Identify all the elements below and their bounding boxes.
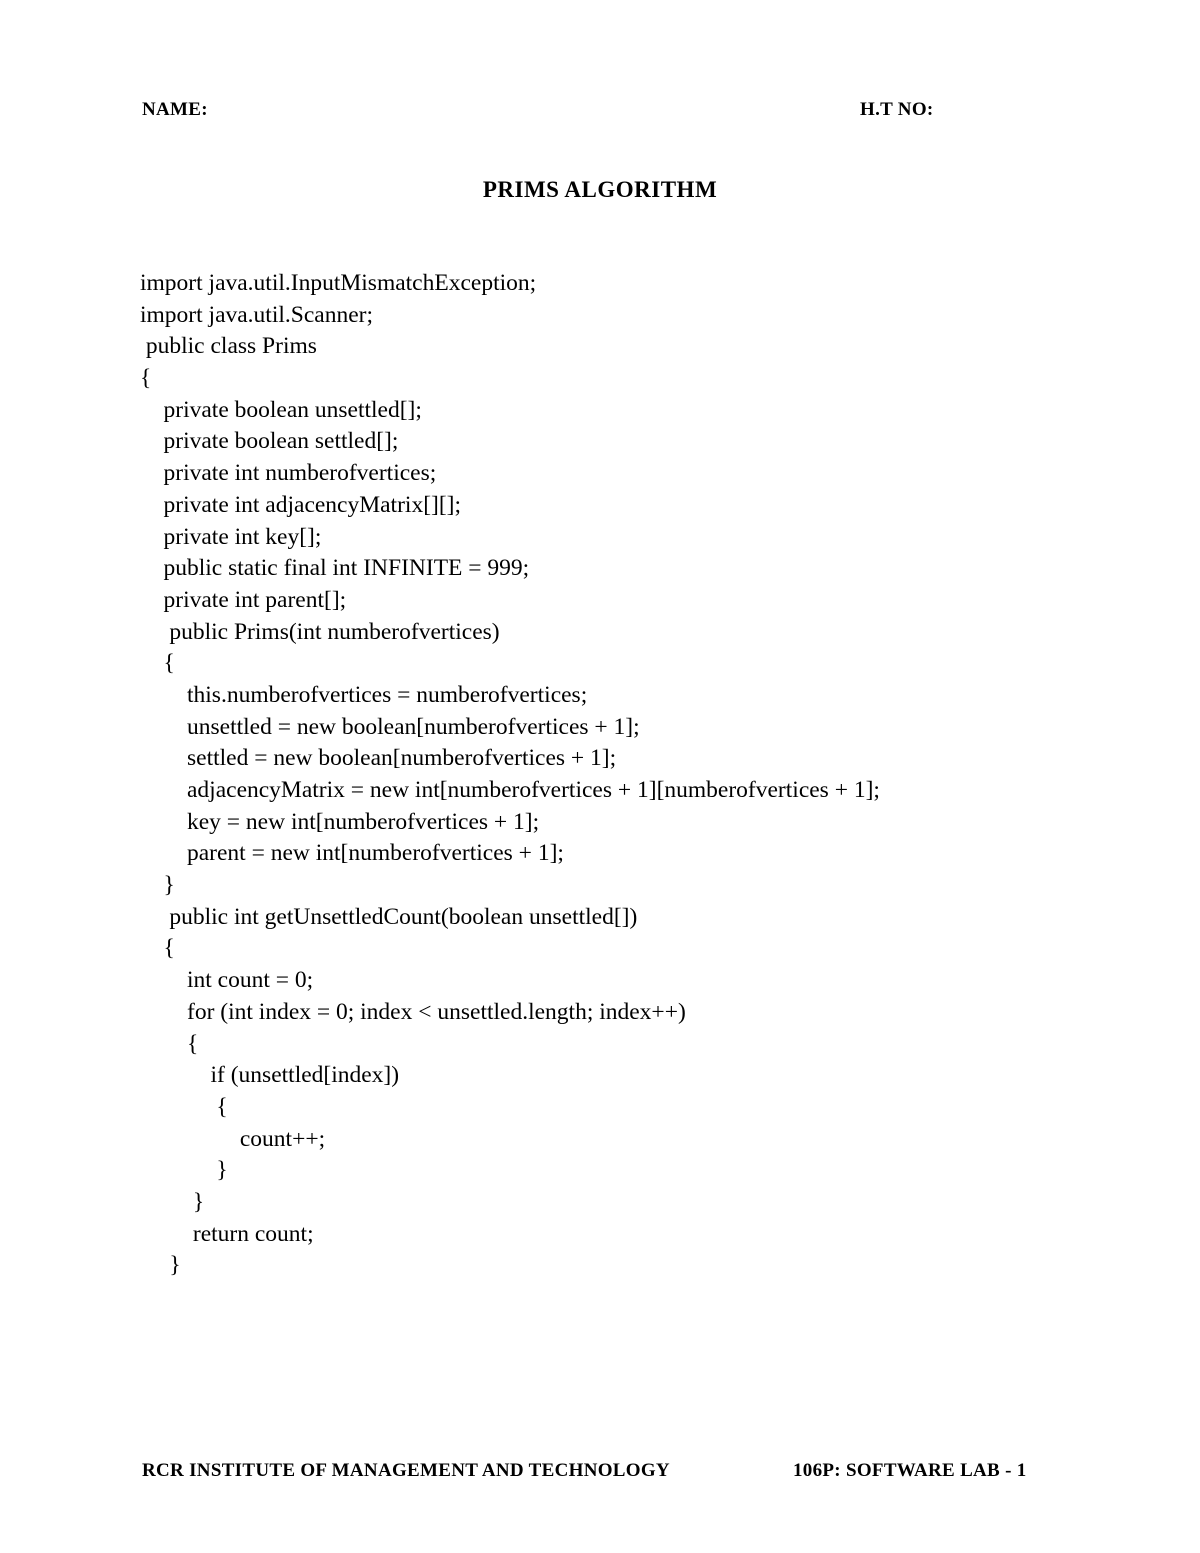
code-line: import java.util.InputMismatchException; bbox=[140, 270, 537, 296]
code-line: unsettled = new boolean[numberofvertices + 1]; bbox=[140, 713, 640, 740]
code-line: adjacencyMatrix = new int[numberofvertices + 1][numberofvertices + 1]; bbox=[140, 777, 880, 803]
code-line: count++; bbox=[140, 1125, 326, 1152]
code-listing bbox=[140, 268, 1100, 1282]
code-line: import java.util.Scanner; bbox=[140, 301, 373, 328]
code-line: this.numberofvertices = numberofvertices; bbox=[140, 681, 588, 708]
name-label: NAME: bbox=[142, 99, 208, 120]
code-line: } bbox=[140, 1188, 205, 1215]
code-line: private boolean settled[]; bbox=[140, 428, 399, 455]
code-line: private int numberofvertices; bbox=[140, 460, 437, 487]
code-line: public static final int INFINITE = 999; bbox=[140, 555, 530, 582]
code-line: public Prims(int numberofvertices) bbox=[140, 618, 500, 645]
code-line: public class Prims bbox=[140, 333, 317, 360]
code-line: { bbox=[140, 1030, 199, 1057]
code-line: if (unsettled[index]) bbox=[140, 1062, 400, 1089]
code-line: { bbox=[140, 935, 175, 962]
code-line: private int key[]; bbox=[140, 523, 322, 550]
code-line: { bbox=[140, 365, 152, 392]
code-line: } bbox=[140, 872, 175, 899]
code-line: } bbox=[140, 1252, 181, 1279]
code-line: for (int index = 0; index < unsettled.length; index++) bbox=[140, 998, 686, 1025]
code-line: return count; bbox=[140, 1220, 314, 1247]
code-line: int count = 0; bbox=[140, 967, 314, 994]
code-line: parent = new int[numberofvertices + 1]; bbox=[140, 840, 564, 867]
code-line: private int adjacencyMatrix[][]; bbox=[140, 491, 462, 518]
code-line: private int parent[]; bbox=[140, 586, 347, 613]
code-line: public int getUnsettledCount(boolean unsettled[]) bbox=[140, 903, 638, 930]
code-line: { bbox=[140, 650, 175, 677]
code-line: settled = new boolean[numberofvertices + 1]; bbox=[140, 745, 617, 772]
code-line: key = new int[numberofvertices + 1]; bbox=[140, 808, 540, 835]
footer-course-code: 106P: SOFTWARE LAB - 1 bbox=[793, 1460, 1027, 1481]
page-title: PRIMS ALGORITHM bbox=[482, 177, 718, 202]
code-line: { bbox=[140, 1093, 228, 1120]
code-line: } bbox=[140, 1157, 228, 1184]
code-line: private boolean unsettled[]; bbox=[140, 396, 422, 423]
footer-institute-name: RCR INSTITUTE OF MANAGEMENT AND TECHNOLOGY bbox=[142, 1460, 670, 1481]
hall-ticket-number-label: H.T NO: bbox=[860, 99, 934, 120]
